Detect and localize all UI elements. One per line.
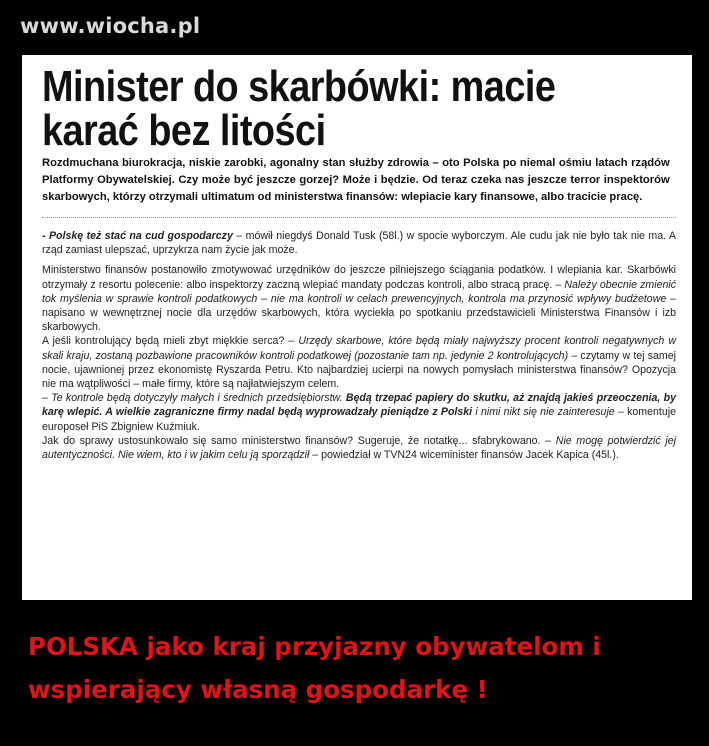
paragraph-5-text-a: Jak do sprawy ustosunkowało się samo ministerstwo finansów? Sugeruje, że notatkę... sfabrykowano. – [42, 434, 556, 447]
site-watermark: www.wiocha.pl [20, 14, 201, 38]
quote-kuzmiuk-bold: Będą trzepać papiery do skutku, aż znajdą jakieś przeoczenia, by karę wlepić. A wielkie zagraniczne firmy nadal będą wyprowadzały pieniądze z Polski [42, 392, 676, 419]
lead-separator [42, 217, 676, 219]
article-headline [42, 62, 587, 155]
quote-internal-note: Należy obecnie zmienić tok myślenia w sprawie kontroli podatkowych – nie ma kontroli w celach prewencyjnych, kontrola ma przynosić wpływy budżetowe [42, 278, 677, 305]
paragraph-4 [42, 391, 676, 434]
caption-line-2: wspierający własną gospodarkę ! [28, 675, 488, 704]
quote-kapica: Nie mogę potwierdzić jej autentyczności. Nie wiem, kto i w jakim celu ją sporządził [42, 434, 676, 462]
paragraph-4-text-d: – komentuje europoseł PiS Zbigniew Kuźmiuk. [42, 406, 676, 433]
newspaper-clipping [22, 55, 692, 600]
headline-line-1: Minister do skarbówki: macie [42, 62, 556, 111]
paragraph-2-text-c: – napisano w wewnętrznej nocie dla urzędów skarbowych, która wyciekła po spotkaniu przedstawicieli Ministerstwa Finansów i izb skarbowych. [42, 292, 676, 334]
quote-kuzmiuk-a: – Te kontrole będą dotyczyły małych i średnich przedsiębiorstw. [42, 392, 346, 405]
paragraph-3 [42, 334, 676, 391]
paragraph-3-text-c: – czytamy w tej samej nocie, ujawnionej przez ekonomistę Ryszarda Petru. Kto najbardziej ucierpi na nowych pomysłach ministerstwa finansów? Opozycja nie ma wątpliwości – małe firmy, które są najłatwiejszym celem. [42, 349, 676, 391]
quote-kuzmiuk-c: i nimi nikt się nie zainteresuje [472, 406, 615, 419]
paragraph-1-text: – mówił niegdyś Donald Tusk (58l.) w spocie wyborczym. Ale cudu jak nie było tak nie ma. A rząd zamiast ulepszać, uprzykrza nam życie jak może. [42, 230, 677, 257]
paragraph-5 [42, 434, 676, 462]
caption-text [28, 625, 688, 711]
quote-note-2: Urzędy skarbowe, które będą miały najwyższy procent kontroli negatywnych w skali kraju, zostaną pozbawione pracowników kontroli podatkowej (pozostanie tam np. jedynie 2 kontrolujących) [42, 335, 676, 362]
paragraph-2 [42, 263, 676, 334]
paragraph-2-text-a: Ministerstwo finansów postanowiło zmotywować urzędników do jeszcze pilniejszego ściągania podatków. I wlepiania kar. Skarbówki otrzymały z resortu polecenie: albo inspektorzy zaczną wlepiać mandaty podczas kontroli, albo stracą pracę. – [42, 264, 676, 291]
quote-tusk: - Polskę też stać na cud gospodarczy [42, 230, 233, 242]
headline-line-2: karać bez litości [42, 106, 326, 155]
paragraph-3-text-a: A jeśli kontrolujący będą mieli zbyt miękkie serca? – [42, 335, 299, 348]
paragraph-5-text-c: – powiedział w TVN24 wiceminister finansów Jacek Kapica (45l.). [309, 449, 619, 462]
article-body [42, 229, 676, 462]
caption-line-1: POLSKA jako kraj przyjazny obywatelom i [28, 632, 601, 661]
article-lead: Rozdmuchana biurokracja, niskie zarobki, agonalny stan służby zdrowia – oto Polska po niemal ośmiu latach rządów Platformy Obywatelskiej. Czy może być jeszcze gorzej? Może i będzie. Od teraz czeka nas jeszcze terror inspektorów skarbowych, którzy otrzymali ultimatum od ministerstwa finansów: wlepiacie kary finansowe, albo tracicie pracę. [42, 157, 670, 203]
paragraph-1 [42, 229, 676, 257]
